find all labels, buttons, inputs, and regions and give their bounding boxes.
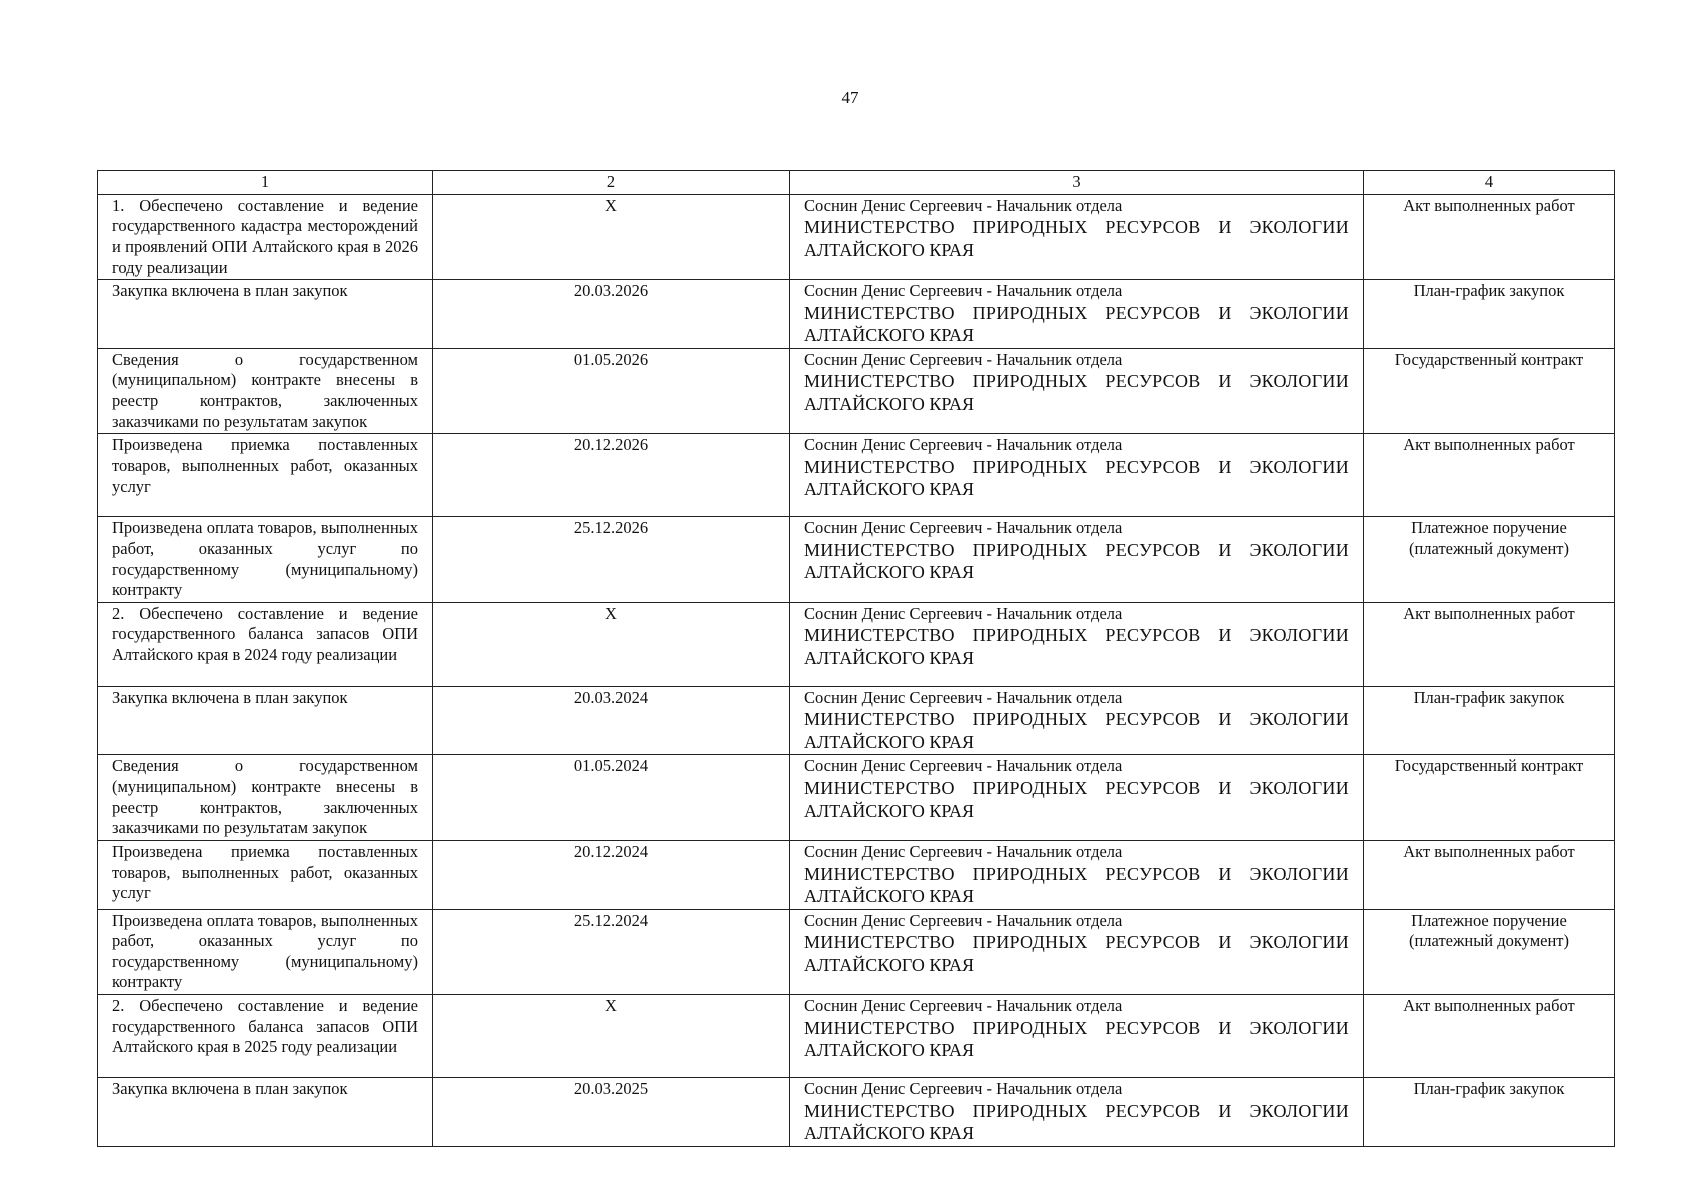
event-cell: Произведена приемка поставленных товаров, выполненных работ, оказанных услуг bbox=[98, 840, 433, 909]
table-row bbox=[98, 686, 1615, 755]
activity-table bbox=[97, 170, 1615, 1147]
date-cell: Х bbox=[433, 602, 790, 686]
date-cell: 20.03.2024 bbox=[433, 686, 790, 755]
document-cell: Акт выполненных работ bbox=[1364, 602, 1615, 686]
column-header-3: 3 bbox=[790, 171, 1364, 195]
responsible-person: Соснин Денис Сергеевич - Начальник отдела bbox=[804, 996, 1123, 1015]
table-row bbox=[98, 434, 1615, 517]
responsible-person: Соснин Денис Сергеевич - Начальник отдела bbox=[804, 349, 1123, 369]
event-cell: 2. Обеспечено составление и ведение государственного баланса запасов ОПИ Алтайского края в 2024 году реализации bbox=[98, 602, 433, 686]
responsible-organization-region: АЛТАЙСКОГО КРАЯ bbox=[804, 562, 975, 583]
event-cell: Закупка включена в план закупок bbox=[98, 280, 433, 349]
responsible-organization: МИНИСТЕРСТВО ПРИРОДНЫХ РЕСУРСОВ И ЭКОЛОГИИ bbox=[804, 371, 1349, 392]
responsible-organization: МИНИСТЕРСТВО ПРИРОДНЫХ РЕСУРСОВ И ЭКОЛОГИИ bbox=[804, 302, 1349, 323]
event-cell: Закупка включена в план закупок bbox=[98, 686, 433, 755]
table-row bbox=[98, 517, 1615, 603]
responsible-organization: МИНИСТЕРСТВО ПРИРОДНЫХ РЕСУРСОВ И ЭКОЛОГИИ bbox=[804, 1017, 1349, 1038]
document-cell: Государственный контракт bbox=[1364, 755, 1615, 841]
table-body bbox=[98, 194, 1615, 1146]
responsible-organization: МИНИСТЕРСТВО ПРИРОДНЫХ РЕСУРСОВ И ЭКОЛОГИИ bbox=[804, 217, 1349, 238]
table-row bbox=[98, 995, 1615, 1078]
event-cell: Произведена приемка поставленных товаров, выполненных работ, оказанных услуг bbox=[98, 434, 433, 517]
responsible-cell bbox=[790, 280, 1364, 349]
document-cell: Государственный контракт bbox=[1364, 348, 1615, 434]
event-cell: Произведена оплата товаров, выполненных работ, оказанных услуг по государственному (муниципальному) контракту bbox=[98, 909, 433, 995]
date-cell: 25.12.2024 bbox=[433, 909, 790, 995]
responsible-cell bbox=[790, 194, 1364, 280]
responsible-organization-region: АЛТАЙСКОГО КРАЯ bbox=[804, 1040, 975, 1061]
responsible-cell bbox=[790, 602, 1364, 686]
responsible-organization: МИНИСТЕРСТВО ПРИРОДНЫХ РЕСУРСОВ И ЭКОЛОГИИ bbox=[804, 709, 1349, 730]
document-cell: Платежное поручение (платежный документ) bbox=[1364, 909, 1615, 995]
document-cell: Платежное поручение (платежный документ) bbox=[1364, 517, 1615, 603]
date-cell: 20.12.2024 bbox=[433, 840, 790, 909]
date-cell: 25.12.2026 bbox=[433, 517, 790, 603]
responsible-organization-region: АЛТАЙСКОГО КРАЯ bbox=[804, 731, 975, 752]
date-cell: 20.03.2025 bbox=[433, 1078, 790, 1147]
responsible-cell bbox=[790, 755, 1364, 841]
document-cell: Акт выполненных работ bbox=[1364, 840, 1615, 909]
responsible-organization-region: АЛТАЙСКОГО КРАЯ bbox=[804, 886, 975, 906]
responsible-person: Соснин Денис Сергеевич - Начальник отдела bbox=[804, 687, 1123, 707]
responsible-organization: МИНИСТЕРСТВО ПРИРОДНЫХ РЕСУРСОВ И ЭКОЛОГИИ bbox=[804, 932, 1349, 953]
responsible-organization-region: АЛТАЙСКОГО КРАЯ bbox=[804, 800, 975, 821]
document-cell: Акт выполненных работ bbox=[1364, 434, 1615, 517]
responsible-person: Соснин Денис Сергеевич - Начальник отдела bbox=[804, 756, 1123, 776]
event-cell: Произведена оплата товаров, выполненных работ, оказанных услуг по государственному (муниципальному) контракту bbox=[98, 517, 433, 603]
responsible-person: Соснин Денис Сергеевич - Начальник отдела bbox=[804, 910, 1123, 930]
column-header-2: 2 bbox=[433, 171, 790, 195]
responsible-cell bbox=[790, 840, 1364, 909]
event-cell: Закупка включена в план закупок bbox=[98, 1078, 433, 1147]
responsible-organization-region: АЛТАЙСКОГО КРАЯ bbox=[804, 239, 975, 260]
table-row bbox=[98, 755, 1615, 841]
event-cell: Сведения о государственном (муниципальном) контракте внесены в реестр контрактов, заключенных заказчиками по результатам закупок bbox=[98, 755, 433, 841]
table-row bbox=[98, 194, 1615, 280]
date-cell: 01.05.2026 bbox=[433, 348, 790, 434]
responsible-cell bbox=[790, 909, 1364, 995]
responsible-person: Соснин Денис Сергеевич - Начальник отдела bbox=[804, 518, 1123, 538]
table-row bbox=[98, 840, 1615, 909]
responsible-cell bbox=[790, 995, 1364, 1078]
table-row bbox=[98, 1078, 1615, 1147]
table-header bbox=[98, 171, 1615, 195]
responsible-organization-region: АЛТАЙСКОГО КРАЯ bbox=[804, 325, 975, 346]
responsible-cell bbox=[790, 1078, 1364, 1147]
column-header-1: 1 bbox=[98, 171, 433, 195]
document-cell: Акт выполненных работ bbox=[1364, 194, 1615, 280]
event-cell: 1. Обеспечено составление и ведение государственного кадастра месторождений и проявлений ОПИ Алтайского края в 2026 году реализации bbox=[98, 194, 433, 280]
column-header-4: 4 bbox=[1364, 171, 1615, 195]
responsible-person: Соснин Денис Сергеевич - Начальник отдела bbox=[804, 603, 1123, 623]
responsible-cell bbox=[790, 517, 1364, 603]
responsible-person: Соснин Денис Сергеевич - Начальник отдела bbox=[804, 1079, 1123, 1098]
responsible-organization: МИНИСТЕРСТВО ПРИРОДНЫХ РЕСУРСОВ И ЭКОЛОГИИ bbox=[804, 456, 1349, 477]
document-cell: План-график закупок bbox=[1364, 1078, 1615, 1147]
responsible-organization: МИНИСТЕРСТВО ПРИРОДНЫХ РЕСУРСОВ И ЭКОЛОГИИ bbox=[804, 625, 1349, 646]
document-cell: Акт выполненных работ bbox=[1364, 995, 1615, 1078]
responsible-organization-region: АЛТАЙСКОГО КРАЯ bbox=[804, 479, 975, 500]
responsible-organization: МИНИСТЕРСТВО ПРИРОДНЫХ РЕСУРСОВ И ЭКОЛОГИИ bbox=[804, 539, 1349, 560]
event-cell: Сведения о государственном (муниципальном) контракте внесены в реестр контрактов, заключенных заказчиками по результатам закупок bbox=[98, 348, 433, 434]
responsible-person: Соснин Денис Сергеевич - Начальник отдела bbox=[804, 841, 1123, 861]
responsible-person: Соснин Денис Сергеевич - Начальник отдела bbox=[804, 281, 1123, 301]
date-cell: 20.12.2026 bbox=[433, 434, 790, 517]
date-cell: 20.03.2026 bbox=[433, 280, 790, 349]
event-cell: 2. Обеспечено составление и ведение государственного баланса запасов ОПИ Алтайского края в 2025 году реализации bbox=[98, 995, 433, 1078]
table-row bbox=[98, 280, 1615, 349]
responsible-cell bbox=[790, 348, 1364, 434]
date-cell: Х bbox=[433, 995, 790, 1078]
responsible-cell bbox=[790, 434, 1364, 517]
responsible-organization: МИНИСТЕРСТВО ПРИРОДНЫХ РЕСУРСОВ И ЭКОЛОГИИ bbox=[804, 863, 1349, 884]
table-row bbox=[98, 909, 1615, 995]
responsible-organization: МИНИСТЕРСТВО ПРИРОДНЫХ РЕСУРСОВ И ЭКОЛОГИИ bbox=[804, 1100, 1349, 1121]
date-cell: Х bbox=[433, 194, 790, 280]
document-cell: План-график закупок bbox=[1364, 280, 1615, 349]
document-cell: План-график закупок bbox=[1364, 686, 1615, 755]
responsible-person: Соснин Денис Сергеевич - Начальник отдела bbox=[804, 435, 1123, 455]
table-header-row bbox=[98, 171, 1615, 195]
responsible-organization: МИНИСТЕРСТВО ПРИРОДНЫХ РЕСУРСОВ И ЭКОЛОГИИ bbox=[804, 778, 1349, 798]
table-row bbox=[98, 602, 1615, 686]
responsible-organization-region: АЛТАЙСКОГО КРАЯ bbox=[804, 954, 975, 975]
responsible-person: Соснин Денис Сергеевич - Начальник отдела bbox=[804, 195, 1123, 215]
date-cell: 01.05.2024 bbox=[433, 755, 790, 841]
responsible-organization-region: АЛТАЙСКОГО КРАЯ bbox=[804, 1123, 975, 1144]
responsible-organization-region: АЛТАЙСКОГО КРАЯ bbox=[804, 647, 975, 668]
page-number: 47 bbox=[841, 88, 859, 107]
table-row bbox=[98, 348, 1615, 434]
responsible-cell bbox=[790, 686, 1364, 755]
responsible-organization-region: АЛТАЙСКОГО КРАЯ bbox=[804, 393, 975, 414]
